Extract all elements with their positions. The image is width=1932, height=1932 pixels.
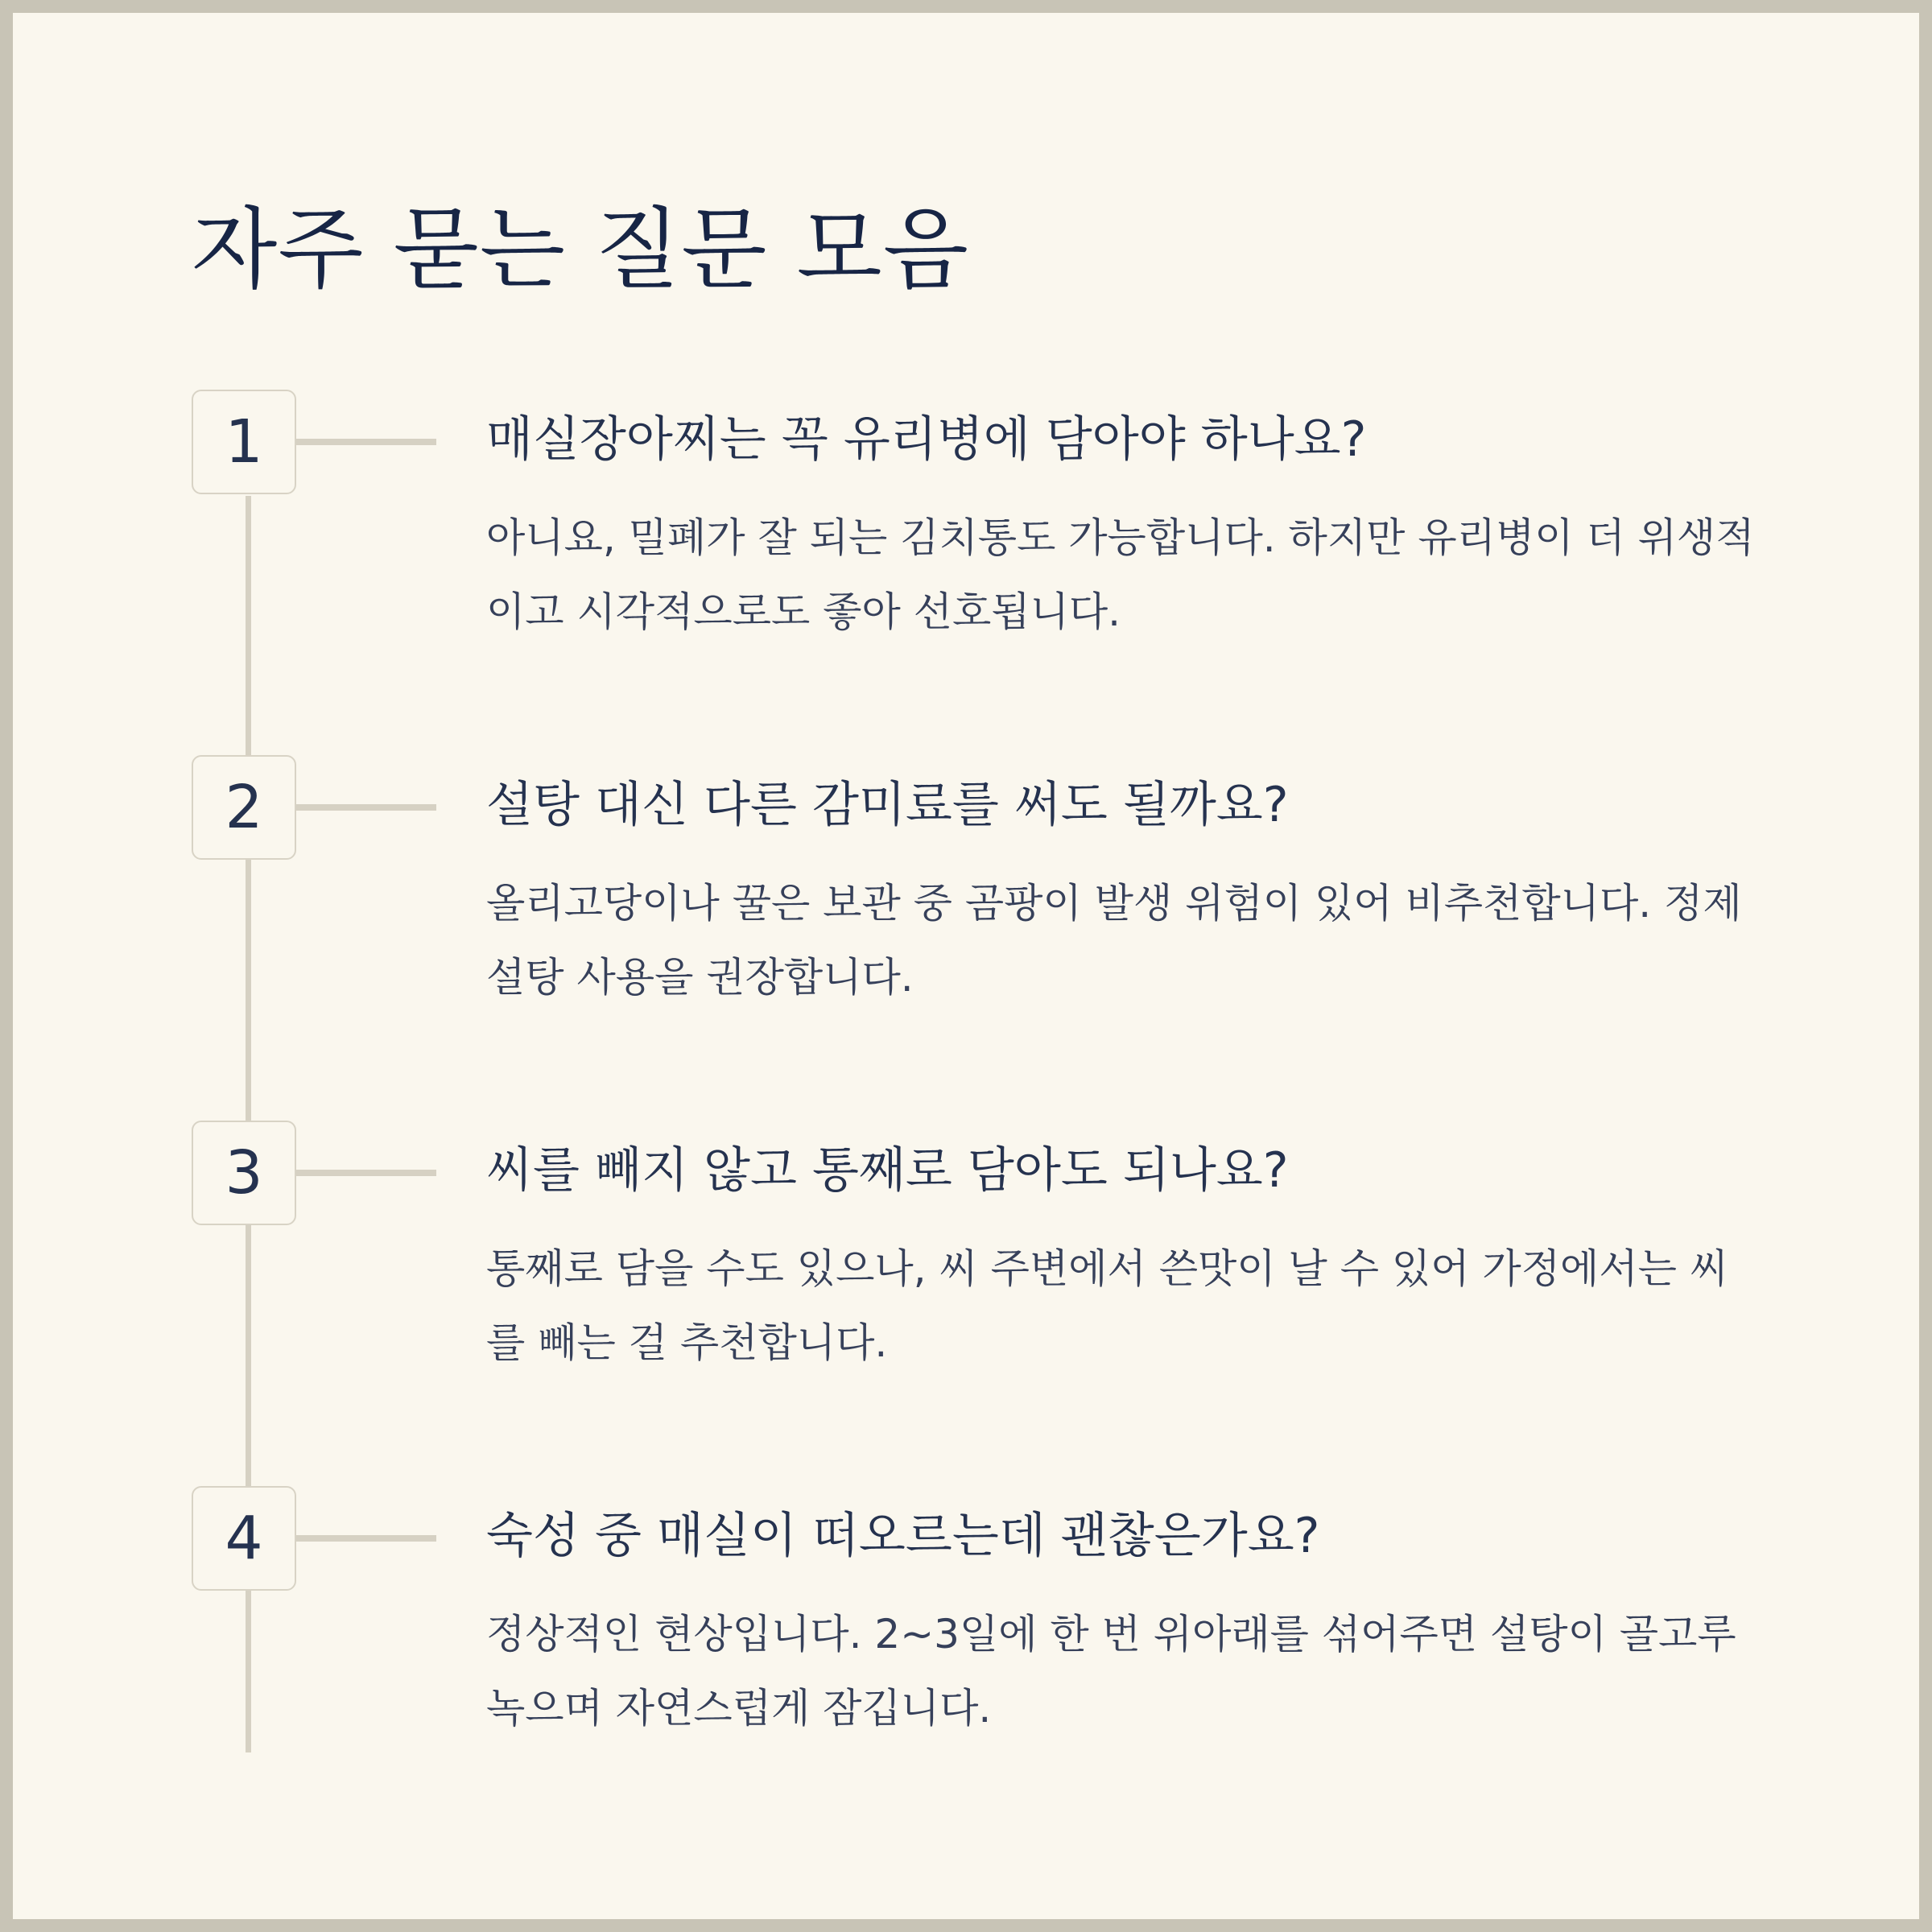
faq-timeline <box>13 13 1919 1919</box>
faq-answer: 올리고당이나 꿀은 보관 중 곰팡이 발생 위험이 있어 비추천합니다. 정제설탕 사용을 권장합니다. <box>486 880 1742 1001</box>
faq-answer: 통째로 담을 수도 있으나, 씨 주변에서 쓴맛이 날 수 있어 가정에서는 씨를 빼는 걸 추천합니다. <box>486 1245 1729 1366</box>
faq-number-badge: 1 <box>192 390 296 494</box>
faq-number-badge: 4 <box>192 1486 296 1591</box>
faq-connector <box>296 439 436 445</box>
page-title: 자주 묻는 질문 모음 <box>192 198 969 301</box>
faq-answer: 아니요, 밀폐가 잘 되는 김치통도 가능합니다. 하지만 유리병이 더 위생적이고 시각적으로도 좋아 선호됩니다. <box>486 514 1755 635</box>
faq-page <box>13 13 1919 1919</box>
faq-item-3 <box>13 1121 1919 1459</box>
faq-connector <box>296 1535 436 1542</box>
faq-question: 매실장아찌는 꼭 유리병에 담아야 하나요? <box>486 411 1367 468</box>
faq-number-badge: 3 <box>192 1121 296 1225</box>
faq-answer: 정상적인 현상입니다. 2~3일에 한 번 위아래를 섞어주면 설탕이 골고루 녹으며 자연스럽게 잠깁니다. <box>486 1611 1736 1732</box>
faq-question: 씨를 빼지 않고 통째로 담아도 되나요? <box>486 1142 1289 1199</box>
faq-number-badge: 2 <box>192 755 296 860</box>
faq-item-4 <box>13 1486 1919 1824</box>
faq-item-1 <box>13 390 1919 728</box>
faq-question: 숙성 중 매실이 떠오르는데 괜찮은가요? <box>486 1508 1320 1564</box>
faq-question: 설탕 대신 다른 감미료를 써도 될까요? <box>486 777 1289 833</box>
faq-connector <box>296 804 436 811</box>
faq-connector <box>296 1170 436 1176</box>
faq-item-2 <box>13 755 1919 1093</box>
